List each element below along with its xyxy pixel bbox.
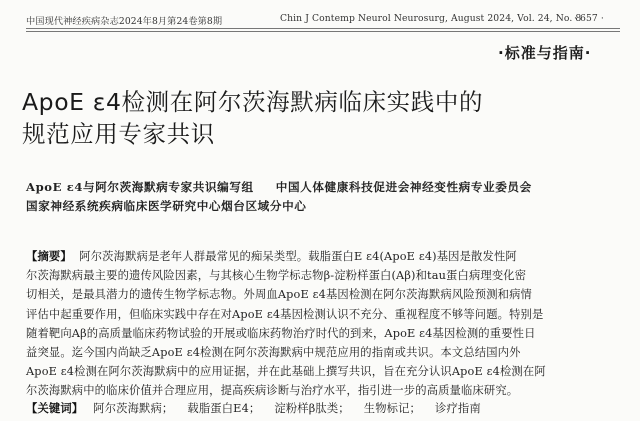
title-line-2: 规范应用专家共识 [22, 120, 215, 148]
header-rule-top [26, 28, 620, 29]
keyword: 阿尔茨海默病； [93, 402, 174, 415]
abstract [26, 247, 622, 401]
keyword: 诊疗指南 [435, 402, 481, 415]
abstract-line: 阿尔茨海默病是老年人群最常见的痴呆类型。载脂蛋白E ε4(ApoE ε4)基因是散发性阿 [79, 250, 517, 263]
abstract-line: 益突显。迄今国内尚缺乏ApoE ε4检测在阿尔茨海默病中规范应用的指南或共识。本文总结国内外 [26, 346, 521, 360]
abstract-line: 切相关，是最具潜力的遗传生物学标志物。外周血ApoE ε4基因检测在阿尔茨海默病风险预测和病情 [26, 288, 532, 302]
abstract-line: 尔茨海默病最主要的遗传风险因素，与其核心生物学标志物β-淀粉样蛋白(Aβ)和tau蛋白病理变化密 [26, 269, 527, 283]
abstract-line: ApoE ε4检测在阿尔茨海默病中的应用证据，并在此基础上撰写共识，旨在充分认识ApoE ε4检测在阿 [26, 365, 546, 379]
keyword: 载脂蛋白E4； [187, 402, 261, 415]
keyword: 淀粉样β肽类； [274, 402, 350, 415]
keywords-label: 【关键词】 [26, 401, 84, 415]
section-tag: ·标准与指南· [498, 44, 592, 62]
page-number: · 657 · [574, 13, 604, 24]
author-group-1: ApoE ε4与阿尔茨海默病专家共识编写组 [26, 180, 254, 194]
author-group-2: 中国人体健康科技促进会神经变性病专业委员会 [275, 180, 532, 194]
header-rule-bottom [26, 31, 620, 32]
journal-name-cn: 中国现代神经疾病杂志2024年8月第24卷第8期 [26, 16, 223, 27]
article-title [22, 86, 622, 150]
abstract-label: 【摘要】 [26, 249, 72, 263]
journal-name-en: Chin J Contemp Neurol Neurosurg, August 2024, Vol. 24, No. 8 [280, 13, 582, 24]
keyword: 生物标记； [363, 402, 421, 415]
author-groups [26, 178, 626, 216]
keywords [26, 400, 622, 416]
abstract-line: 评估中起重要作用，但临床实践中存在对ApoE ε4基因检测认识不充分、重视程度不够等问题。特别是 [26, 307, 544, 321]
abstract-line: 随着靶向Aβ的高质量临床药物试验的开展或临床药物治疗时代的到来，ApoE ε4基因检测的重要性日 [26, 326, 536, 340]
author-group-3: 国家神经系统疾病临床医学研究中心烟台区域分中心 [26, 199, 307, 213]
title-line-1: ApoE ε4检测在阿尔茨海默病临床实践中的 [22, 88, 484, 116]
running-header [26, 13, 616, 27]
abstract-line: 尔茨海默病中的临床价值并合理应用，提高疾病诊断与治疗水平，指引进一步的高质量临床研究。 [26, 384, 519, 398]
